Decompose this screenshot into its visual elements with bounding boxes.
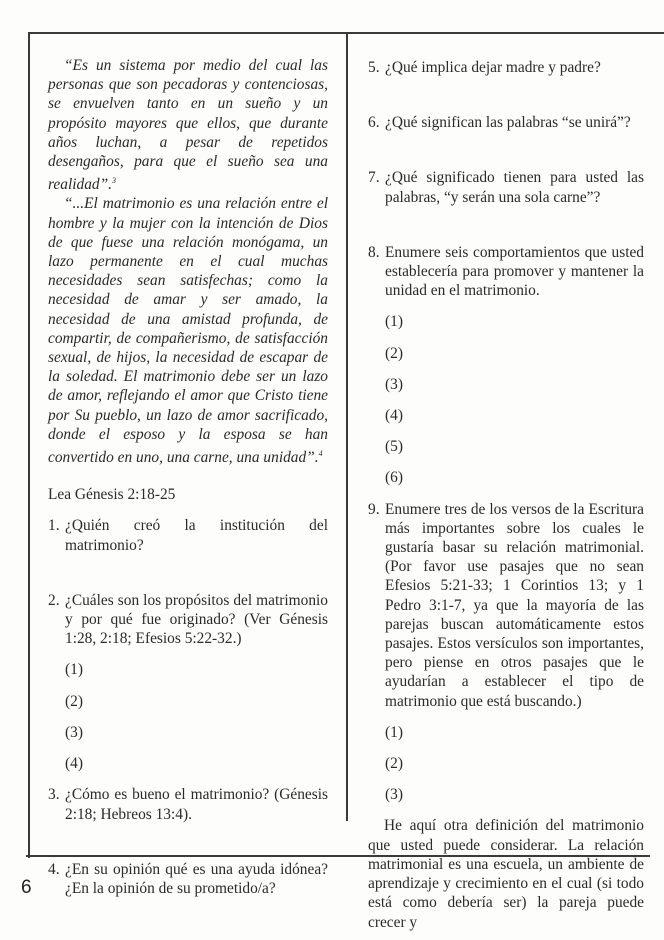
question-number: 6. (368, 114, 380, 132)
question-number: 5. (368, 59, 380, 76)
question-number: 7. (368, 169, 380, 187)
question-text: ¿Qué implica dejar madre y padre? (385, 59, 601, 76)
definition-quote-1 (48, 56, 328, 194)
page-number: 6 (21, 877, 32, 898)
answer-slot: (2) (65, 692, 83, 710)
answer-slot: (4) (385, 407, 403, 425)
answer-slot: (2) (385, 344, 403, 362)
question-6 (368, 113, 644, 132)
question-text: Enumere seis comportamientos que usted establecería para promover y mantener la unidad en el matrimonio. (385, 243, 644, 300)
question-text: ¿Cuáles son los propósitos del matrimonio y por qué fue originado? (Ver Génesis 1:28, 2:18; Efesios 5:22-32.) (65, 591, 328, 648)
answer-slot: (1) (65, 661, 83, 679)
answer-slot: (3) (385, 786, 403, 804)
closing-paragraph: He aquí otra definición del matrimonio que usted puede considerar. La relación matrimonial es una escuela, un ambiente de aprendizaje y crecimiento en el cual (si todo está como debería ser) la pareja puede crecer y (368, 817, 644, 931)
footnote-marker: 3 (112, 176, 116, 186)
question-text: ¿Quién creó la institución del matrimonio? (65, 517, 328, 554)
question-3 (48, 785, 328, 823)
question-number: 1. (48, 517, 60, 535)
question-8 (368, 243, 644, 301)
answer-slot: (4) (65, 755, 83, 773)
question-4 (48, 860, 328, 898)
question-number: 3. (48, 786, 60, 804)
answer-slot: (1) (385, 723, 403, 741)
answer-slot: (1) (385, 313, 403, 331)
definition-quote-2 (48, 194, 328, 467)
reading-assignment: Lea Génesis 2:18-25 (48, 486, 176, 504)
question-9 (368, 500, 644, 711)
answer-slot: (3) (385, 375, 403, 393)
question-number: 4. (48, 860, 60, 878)
question-number: 8. (368, 243, 380, 261)
frame-left-border (28, 32, 30, 858)
answer-slot: (5) (385, 438, 403, 456)
question-text: ¿Qué significado tienen para usted las palabras, “y serán una sola carne”? (385, 169, 644, 206)
answer-slot: (3) (65, 723, 83, 741)
question-number: 2. (48, 591, 60, 609)
answer-slot: (2) (385, 755, 403, 773)
footnote-marker: 4 (318, 449, 323, 459)
answer-slot: (6) (385, 469, 403, 487)
question-2 (48, 591, 328, 649)
column-divider (346, 33, 348, 821)
question-number: 9. (368, 500, 380, 518)
question-5 (368, 58, 644, 77)
question-1 (48, 516, 328, 554)
question-text: Enumere tres de los versos de la Escritura más importantes sobre los cuales le gustaría basar su relación matrimonial. (Por favor use pasajes que no sean Efesios 5:21-33; 1 Corintios 13; y 1 Pedro 3:1-7, ya que la mayoría de las parejas buscan automáticamente estos pasajes. Estos versículos son importantes, pero piense en otros pasajes que le ayudarían a establecer el tipo de matrimonio que está buscando.) (385, 500, 644, 710)
question-7 (368, 168, 644, 206)
question-text: ¿Cómo es bueno el matrimonio? (Génesis 2:18; Hebreos 13:4). (65, 786, 328, 823)
quote-text: “...El matrimonio es una relación entre el hombre y la mujer con la intención de Dios de que fuese una relación monógama, un lazo permanente en el cual muchas necesidades sean satisfechas; como la necesidad de amar y ser amado, la necesidad de una amistad profunda, de compartir, de compañerismo, de satisfacción sexual, de hijos, la necesidad de escapar de la soledad. El matrimonio debe ser un lazo de amor, reflejando el amor que Cristo tiene por Su pueblo, un lazo de amor sacrificado, donde el esposo y la esposa se han convertido en uno, una carne, una unidad”. (48, 195, 328, 467)
left-column (48, 56, 328, 898)
right-column (368, 58, 644, 932)
question-text: ¿En su opinión qué es una ayuda idónea? ¿En la opinión de su prometido/a? (65, 860, 328, 897)
quote-text: “Es un sistema por medio del cual las personas que son pecadoras y contenciosas, se envuelven tanto en un sueño y un propósito mayores que ellos, que durante años luchan, a pesar de repetidos desengaños, para que el sueño sea una realidad”. (48, 57, 328, 194)
question-text: ¿Qué significan las palabras “se unirá”? (385, 114, 631, 132)
